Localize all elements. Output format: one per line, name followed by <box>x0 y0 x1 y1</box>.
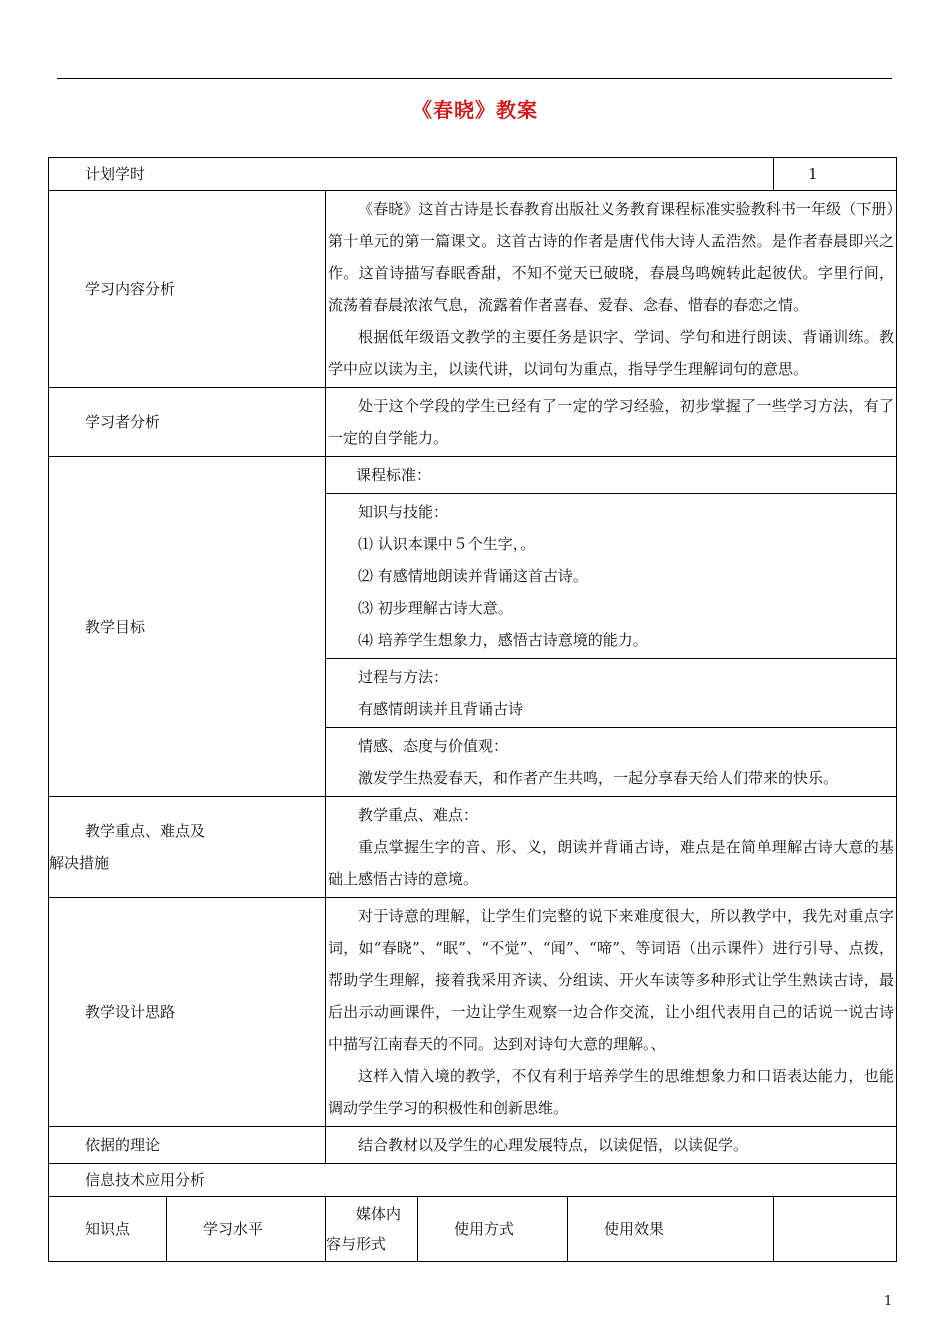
media-content-line-1: 媒体内 <box>356 1205 402 1223</box>
design-thinking-paragraph-1: 对于诗意的理解，让学生们完整的说下来难度很大，所以教学中，我先对重点字词，如“春晓”、“眠”、“不觉”、“闻”、“啼”、等词语（出示课件）进行引导、点拨，帮助学生理解，接着我采用齐读、分组读、开火车读等多种形式让学生熟读古诗，最后出示动画课件，一边让学生观察一边合作交流，让小组代表用自己的话说一说古诗中描写江南春天的不同。达到对诗句大意的理解。、 <box>328 907 895 1053</box>
row-objectives-standard <box>49 457 897 494</box>
column-usage-effect: 使用效果 <box>568 1197 774 1262</box>
design-thinking-cell <box>326 898 897 1127</box>
course-standard-heading: 课程标准： <box>326 457 897 494</box>
row-learner-analysis <box>49 388 897 457</box>
column-usage-method: 使用方式 <box>418 1197 568 1262</box>
content-analysis-label: 学习内容分析 <box>49 191 326 388</box>
column-empty <box>774 1197 897 1262</box>
key-points-label <box>49 797 326 898</box>
objective-item: ⑴ 认识本课中５个生字，。 <box>358 535 536 553</box>
row-content-analysis <box>49 191 897 388</box>
knowledge-skills-cell <box>326 494 897 659</box>
content-analysis-cell <box>326 191 897 388</box>
key-points-text: 重点掌握生字的音、形、义，朗读并背诵古诗，难点是在简单理解古诗大意的基础上感悟古诗的意境。 <box>328 838 895 888</box>
learner-analysis-text: 处于这个学段的学生已经有了一定的学习经验，初步掌握了一些学习方法，有了一定的自学能力。 <box>328 397 895 447</box>
row-planned-hours <box>49 158 897 191</box>
planned-hours-value: 1 <box>774 158 897 191</box>
process-methods-text: 有感情朗读并且背诵古诗 <box>358 700 524 718</box>
knowledge-skills-heading: 知识与技能： <box>358 503 449 521</box>
objectives-label: 教学目标 <box>49 457 326 797</box>
header-rule <box>57 78 892 79</box>
content-analysis-paragraph-1: 《春晓》这首古诗是长春教育出版社义务教育课程标准实验教科书一年级（下册）第十单元的第一篇课文。这首古诗的作者是唐代伟大诗人孟浩然。是作者春晨即兴之作。这首诗描写春眠香甜，不知不觉天已破晓，春晨鸟鸣婉转此起彼伏。字里行间，流荡着春晨浓浓气息，流露着作者喜春、爱春、念春、惜春的春恋之情。 <box>328 200 895 314</box>
process-methods-cell <box>326 659 897 728</box>
objective-item: ⑷ 培养学生想象力，感悟古诗意境的能力。 <box>358 631 648 649</box>
planned-hours-label: 计划学时 <box>49 158 774 191</box>
key-points-label-line-1: 教学重点、难点及 <box>85 822 206 840</box>
theory-text: 结合教材以及学生的心理发展特点，以读促悟，以读促学。 <box>358 1136 749 1154</box>
emotion-values-heading: 情感、态度与价值观： <box>358 737 509 755</box>
theory-cell <box>326 1127 897 1164</box>
design-thinking-label: 教学设计思路 <box>49 898 326 1127</box>
row-design-thinking <box>49 898 897 1127</box>
info-tech-label: 信息技术应用分析 <box>49 1164 897 1197</box>
key-points-heading: 教学重点、难点： <box>358 806 479 824</box>
content-analysis-paragraph-2: 根据低年级语文教学的主要任务是识字、学词、学句和进行朗读、背诵训练。教学中应以读为主，以读代讲，以词句为重点，指导学生理解词句的意思。 <box>328 328 895 378</box>
row-info-tech-columns <box>49 1197 897 1262</box>
key-points-cell <box>326 797 897 898</box>
page-number: 1 <box>884 1294 893 1309</box>
objective-item: ⑶ 初步理解古诗大意。 <box>358 599 513 617</box>
process-methods-heading: 过程与方法： <box>358 668 449 686</box>
learner-analysis-cell <box>326 388 897 457</box>
design-thinking-paragraph-2: 这样入情入境的教学，不仅有利于培养学生的思维想象力和口语表达能力，也能调动学生学习的积极性和创新思维。 <box>328 1067 895 1117</box>
objective-item: ⑵ 有感情地朗读并背诵这首古诗。 <box>358 567 588 585</box>
row-theory <box>49 1127 897 1164</box>
document-title: 《春晓》教案 <box>412 98 538 122</box>
media-content-line-2: 容与形式 <box>326 1235 387 1253</box>
learner-analysis-label: 学习者分析 <box>49 388 326 457</box>
emotion-values-cell <box>326 728 897 797</box>
column-media-content <box>326 1197 418 1262</box>
column-knowledge-point: 知识点 <box>49 1197 167 1262</box>
row-info-tech <box>49 1164 897 1197</box>
theory-label: 依据的理论 <box>49 1127 326 1164</box>
emotion-values-text: 激发学生热爱春天，和作者产生共鸣，一起分享春天给人们带来的快乐。 <box>358 769 839 787</box>
row-key-points <box>49 797 897 898</box>
lesson-plan-table <box>48 157 897 1262</box>
column-learning-level: 学习水平 <box>167 1197 326 1262</box>
key-points-label-line-2: 解决措施 <box>49 854 110 872</box>
